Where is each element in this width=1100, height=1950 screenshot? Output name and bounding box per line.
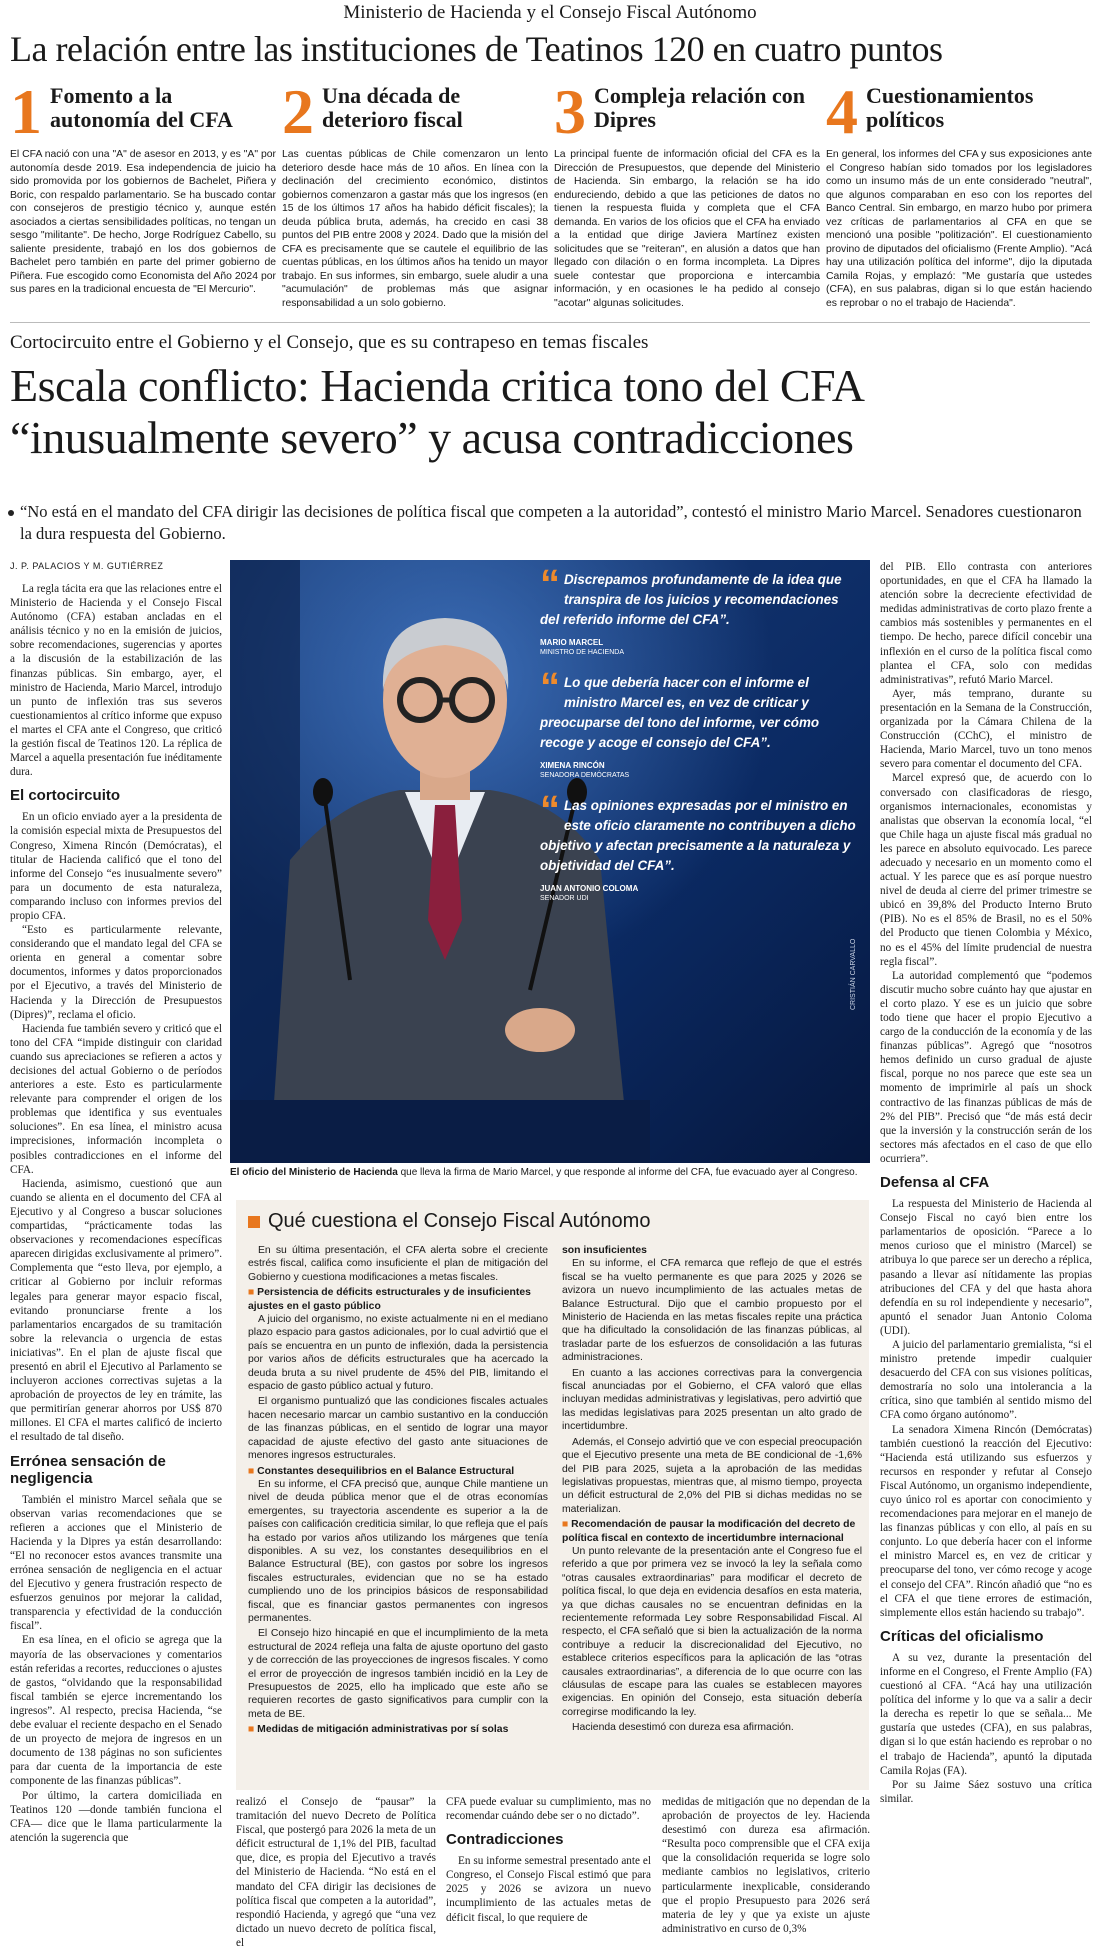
bullet-icon (8, 510, 14, 516)
headline-line-2: “inusualmente severo” y acusa contradicciones (10, 412, 854, 463)
point-number: 2 (282, 76, 314, 147)
box-paragraph: El organismo puntualizó que las condiciones fiscales actuales hacen necesario marcar un cambio sustantivo en la conducción de las finanzas públicas, en el sentido de lograr una mayor capacidad de ajuste efectivo del gasto ante situaciones de menores ingresos estructurales. (248, 1396, 548, 1462)
point-number: 1 (10, 76, 42, 147)
point-3 (554, 76, 820, 310)
box-subheading: ■ Persistencia de déficits estructurales y de insuficientes ajustes en el gasto público (248, 1286, 548, 1313)
paragraph: Hacienda, asimismo, cuestionó que aun cuando se alienta en el documento del CFA al Ejecutivo y al Congreso a buscar soluciones compartidas, “prácticamente todas las observaciones y recomendaciones específicas aparecen dirigidas exclusivamente al primero”. Complementa que “esto lleva, por ejemplo, a criticar al Gobierno por incluir reformas legales para generar mayor espacio fiscal, evitando pronunciarse frente a los parlamentarios encargados de su tramitación sobre la relevancia o urgencia de estas iniciativas”. En el plan de ajuste fiscal que presentó en abril el Ejecutivo al Parlamento se incluyeron acciones correctivas sujetas a la aprobación de proyectos de ley en trámite, las que permitirían generar ahorros por US$ 870 millones. El CFA el martes calificó de incierto el resultado de tal diseño. (10, 1177, 222, 1444)
paragraph: También el ministro Marcel señala que se observan varias recomendaciones que se refieren a acciones que el Ministerio de Hacienda y la Dipres ya están desarrollando: “El no reconocer estos avances transmite una errónea sensación de negligencia en el actuar del Ejecutivo y genera frustración respecto de esfuerzos genuinos por mejorar la calidad, transparencia y efectividad de la conducción fiscal”. (10, 1493, 222, 1633)
point-title: Fomento a la autonomía del CFA (50, 83, 233, 132)
point-text: En general, los informes del CFA y sus exposiciones ante el Congreso habían sido tomados por los legisladores como un insumo más de un ente considerado "neutral", que algunos comparaban en eso con los reportes del Banco Central. Sin embargo, en marzo hubo por primera vez críticas de parlamentarios al CFA en que se mencionó una posible "politización". El cuestionamiento provino de diputados del oficialismo (Frente Amplio). "Acá hay una utilización política del informe", dijo la diputada Camila Rojas, y emplazó: "Me gustaría que ustedes (CFA), en sus palabras, digan si lo que están haciendo es reprobar o no el trabajo de Hacienda". (826, 149, 1092, 309)
top-kicker: Ministerio de Hacienda y el Consejo Fiscal Autónomo (343, 2, 757, 23)
quote-role: SENADORA DEMÓCRATAS (540, 772, 630, 779)
paragraph: En su informe semestral presentado ante el Congreso, el Consejo Fiscal estimó que para 2025 y 2026 se avizora un nuevo incumplimiento de las actuales metas de déficit fiscal, lo que requiere de (446, 1855, 651, 1924)
box-paragraph: Hacienda desestimó con dureza esa afirmación. (572, 1722, 794, 1734)
box-paragraph: En su informe, el CFA remarca que reflejo de que el estrés fiscal se ha vuelto permanente es que para 2025 y 2026 se avizora un nuevo incumplimiento de las actuales metas de Balance Estructural. Dijo que el cambio propuesto por el Ministerio de Hacienda en las metas fiscales repite una práctica que ha dificultado la consolidación de las finanzas públicas, al trasladar parte de los esfuerzos de consolidación a las futuras administraciones. (562, 1258, 862, 1364)
right-column (880, 560, 1092, 1912)
headline-line-1: Escala conflicto: Hacienda critica tono del CFA (10, 360, 865, 411)
quote-author: JUAN ANTONIO COLOMA (540, 884, 639, 893)
point-title: Compleja relación con Dipres (594, 83, 806, 132)
paragraph: “Esto es particularmente relevante, considerando que el mandato legal del CFA se orienta en general a comentar sobre documentos, informes y datos proporcionados por el Ejecutivo, a través del Ministerio de Hacienda y la Dirección de Presupuestos (Dipres)”, reclama el oficio. (10, 924, 222, 1021)
quote-role: MINISTRO DE HACIENDA (540, 649, 625, 656)
point-title: Una década de deterioro fiscal (322, 83, 463, 132)
box-subheading: ■ Medidas de mitigación administrativas por sí solas (248, 1723, 548, 1736)
square-icon (248, 1216, 260, 1228)
paragraph: En un oficio enviado ayer a la presidenta de la comisión especial mixta de Presupuestos del Congreso, Ximena Rincón (Demócratas), el titular de Hacienda calificó que el tono del informe del Consejo “es inusualmente severo” para un documento de esta naturaleza, comparando incluso con informes previos del propio CFA. (10, 811, 222, 922)
quote-icon: “ (540, 562, 560, 606)
paragraph: La regla tácita era que las relaciones entre el Ministerio de Hacienda y el Consejo Fiscal Autónomo (CFA) estaban ancladas en el análisis técnico y no en la emisión de juicios, sobre recomendaciones, sugerencias y aportes a la discusión de la estabilización de las finanzas públicas. Sin embargo, ayer, el ministro de Hacienda, Mario Marcel, introdujo un punto de inflexión tras sus severos cuestionamientos al crítico informe que expuso el martes el CFA ante el Congreso, que criticó la gestión fiscal de Teatinos 120. La réplica de Marcel a aquella presentación fue inéditamente dura. (10, 583, 222, 779)
caption-bold: El oficio del Ministerio de Hacienda (230, 1167, 398, 1178)
box-paragraph: En su informe, el CFA precisó que, aunque Chile mantiene un nivel de deuda pública menor que el de otras economías emergentes, su trayectoria ascendente es superior a la de países con calificación crediticia similar, lo que refleja que el país ha estado por varios años utilizando los márgenes que tenía disponibles. A su vez, los constantes desequilibrios en el Balance Estructural (BE), con gastos por sobre los ingresos fiscales estructurales, evidencian que no se ha estado cumpliendo uno de los principios básicos de responsabilidad fiscal, que es financiar gastos permanentes con ingresos permanentes. (248, 1478, 548, 1624)
box-column-2 (562, 1244, 862, 1786)
point-title: Cuestionamientos políticos (866, 83, 1034, 132)
point-text: La principal fuente de información oficial del CFA es la Dirección de Presupuestos, que depende del Ministerio de Hacienda. Sin embargo, la relación se ha ido endureciendo, debido a que las peticiones de datos no tienen la respuesta fluida y completa que el CFA demanda. En varios de los oficios que el CFA ha enviado a la entidad que dirige Javiera Martínez existen solicitudes que se "reiteran", en alusión a datos que han llegado con dilación o en forma incompleta. La Dipres suele contestar que proporciona e intercambia información, y en ocasiones le ha pedido al consejo "acotar" algunas solicitudes. (554, 149, 820, 309)
point-text: El CFA nació con una "A" de asesor en 2013, y es "A" por autonomía desde 2019. Esa independencia de juicio ha sido promovida por los gobiernos de Bachelet, Piñera y Boric, con respaldo parlamentario. Se ha buscado contar con consejeros de prestigio técnico y, aunque estén asociados a ciertas sensibilidades políticas, no tengan un sesgo "militante". De hecho, Jorge Rodríguez Cabello, su saliente presidente, trabajó en los dos gobiernos de Bachelet pero también en parte del primer gobierno de Piñera. Fue escogido como Economista del Año 2024 por sus pares en la tradicional encuesta de "El Mercurio". (10, 149, 276, 295)
point-number: 3 (554, 76, 586, 147)
article-kicker: Cortocircuito entre el Gobierno y el Consejo, que es su contrapeso en temas fiscales (10, 332, 649, 353)
box-paragraph: En cuanto a las acciones correctivas para la convergencia fiscal anunciadas por el Gobierno, el CFA valoró que ellas incluyan medidas administrativas y legislativas, pero advirtió que las medidas legislativas para 2025 presentan un alto grado de incertidumbre. (562, 1367, 862, 1433)
quotes-block (540, 562, 860, 919)
article-headline (10, 360, 1090, 464)
subheading: Errónea sensación de negligencia (10, 1452, 166, 1487)
box-paragraph: El Consejo hizo hincapié en que el incumplimiento de la meta estructural de 2024 refleja una falta de ajuste oportuno del gasto y de corrección de las proyecciones de ingresos fiscales. Y como el error de proyección de ingresos también incidió en la Ley de Presupuestos de 2025, ello ha implicado que este año se requieren recortes de gasto significativos para cumplir con la meta de BE. (248, 1628, 548, 1720)
quote (540, 665, 860, 780)
paragraph: En esa línea, en el oficio se agrega que la mayoría de las observaciones y comentarios están referidas a recortes, reducciones o ajustes de gastos, “olvidando que la responsabilidad fiscal también se ejerce incrementando los ingresos”. Al respecto, precisa Hacienda, “se debe evaluar el reciente despacho en el Senado de un proyecto de mejora de ingresos en un documento de 138 páginas no son suficientes para dar cuenta de la importancia de este componente de las finanzas públicas”. (10, 1634, 222, 1788)
paragraph: Hacienda fue también severo y criticó que el tono del CFA “impide distinguir con claridad cuando sus apreciaciones se refieren a actos y decisiones del actual Gobierno o de períodos anteriores a este. Esto es particularmente relevante para comprender el origen de los problemas que identifica y sus eventuales soluciones”. En esa línea, el ministro acusa imprecisiones, información incompleta o posibles contradicciones en el informe del CFA. (10, 1022, 222, 1176)
point-1 (10, 76, 276, 297)
subheading: Contradicciones (446, 1831, 564, 1849)
paragraph: Por su Jaime Sáez sostuvo una crítica similar. (880, 1778, 1092, 1805)
point-text: Las cuentas públicas de Chile comenzaron un lento deterioro desde hace más de 10 años. En línea con la declinación del crecimiento económico, distintos gobiernos comenzaron a gastar más que los ingresos (en 15 de los últimos 17 años ha habido déficit fiscales); la deuda pública bruta, además, ha crecido en casi 38 puntos del PIB entre 2008 y 2024. Dado que la misión del CFA es precisamente que se cautele el equilibrio de las cuentas públicas, en los últimos años ha tenido un mayor trabajo. En sus informes, sin embargo, suele aludir a una "acumulación" de problemas más que asignar responsabilidad a un solo gobierno. (282, 149, 548, 309)
box-paragraph: Un punto relevante de la presentación ante el Congreso fue el referido a que por primera vez se invocó la ley la señala como “otras causales extraordinarias” para modificar el decreto de política fiscal, lo que deja en evidencia desafíos en esta materia, ya que dichas causales no se encuentran definidas en la recientemente reformada Ley sobre Responsabilidad Fiscal. Al respecto, el CFA señaló que si bien la actualización de la norma contribuye a reducir la discrecionalidad del Ejecutivo, no establece criterios específicos para la aplicación de las “otras causales extraordinarias”, a diferencia de lo que ocurre con las cláusulas de escape para las cuales se establecen mayores exigencias. En opinión del Consejo, esta situación debería corregirse modificando la ley. (562, 1545, 862, 1718)
point-4 (826, 76, 1092, 310)
bottom-column-1 (236, 1795, 436, 1949)
quote-author: XIMENA RINCÓN (540, 761, 605, 770)
point-2 (282, 76, 548, 310)
box-paragraph: Además, el Consejo advirtió que ve con especial preocupación que el Ejecutivo presente una meta de BE condicional de -1,6% del PIB para 2025, sujeta a la aprobación de las medidas legislativas propuestas, mientras que, al mismo tiempo, proyecta un déficit estructural de 2,0% del PIB si dichas medidas no se materializan. (562, 1436, 862, 1515)
quote-icon: “ (540, 665, 560, 709)
quote-text: Lo que debería hacer con el informe el ministro Marcel es, en vez de criticar y preocuparse del tono del informe, ver cómo recoge y acoge el consejo del CFA”. (540, 675, 820, 750)
box-subheading-cont: son insuficientes (562, 1245, 647, 1256)
point-number: 4 (826, 76, 858, 147)
subheading: Críticas del oficialismo (880, 1627, 1044, 1645)
left-column (10, 582, 222, 1912)
subheading: El cortocircuito (10, 787, 121, 805)
photo-credit: CRISTIÁN CARVALLO (850, 938, 857, 1010)
top-headline: La relación entre las instituciones de Teatinos 120 en cuatro puntos (10, 29, 943, 69)
paragraph: La autoridad complementó que “podemos discutir mucho sobre cuánto hay que ajustar en el corto plazo. Y ese es un juicio que sobre todo tiene que hacer el propio Ejecutivo a cargo de la conducción de la economía y de las finanzas públicas”. Agregó que “nosotros hemos definido un curso gradual de ajuste fiscal, porque no nos parece que este sea un momento de imprimirle al país un shock contractivo de las finanzas públicas de más de 2% del PIB”. Precisó que “de más está decir que la inversión y la construcción serán de los sectores más afectados en el caso de que ello ocurriera”. (880, 969, 1092, 1165)
paragraph: A juicio del parlamentario gremialista, “si el ministro pretende impedir cualquier desacuerdo del CFA con sus visiones políticas, demostraría no solo una intolerancia a la crítica, sino que también al sentido mismo del CFA como órgano autónomo”. (880, 1338, 1092, 1422)
article-lead: “No está en el mandato del CFA dirigir las decisiones de política fiscal que competen a la autoridad”, contestó el ministro Mario Marcel. Senadores cuestionaron la dura respuesta del Gobierno. (20, 502, 1082, 543)
quote-role: SENADOR UDI (540, 895, 589, 902)
section-divider (10, 322, 1090, 323)
box-title: Qué cuestiona el Consejo Fiscal Autónomo (268, 1210, 651, 1232)
paragraph: Marcel expresó que, de acuerdo con lo conversado con clasificadoras de riesgo, organismos internacionales, economistas y analistas que observan la economía local, “el que Chile haga un ajuste fiscal más gradual no les parece en absoluto equivocado. Les parece adecuado y necesario en un momento como el actual. Y les parece que es así porque nuestro nivel de deuda al cierre del primer trimestre se ubicó en 39,8% del Producto Interno Bruto (PIB). No es el 85% de Brasil, no es el 50% del Producto que tienen Colombia y México, no es el 45% del límite prudencial de nuestra regla fiscal”. (880, 772, 1092, 968)
box-paragraph: En su última presentación, el CFA alerta sobre el creciente estrés fiscal, califica como insuficiente el plan de mitigación del Gobierno y cuestiona modificaciones a metas fiscales. (248, 1245, 548, 1283)
paragraph: La respuesta del Ministerio de Hacienda al Consejo Fiscal no cayó bien entre los parlamentarios de oposición. “Parece a lo menos curioso que el ministro (Marcel) se atribuya lo que parece ser un derecho a réplica, pasando a llevar así nítidamente las propias atribuciones del CFA y del que hasta ahora defendía en su rol independiente y necesario”, apuntó el senador Juan Antonio Coloma (UDI). (880, 1198, 1092, 1337)
box-column-1 (248, 1244, 548, 1786)
paragraph: Por último, la cartera domiciliada en Teatinos 120 —donde también funciona el CFA— dice que le llama particularmente la atención la sugerencia que (10, 1789, 222, 1844)
paragraph: A su vez, durante la presentación del informe en el Congreso, el Frente Amplio (FA) cuestionó al CFA. “Acá hay una utilización política del informe y lo que va a salir a decir la derecha es repetir lo que se señala... Me gustaría que ustedes (CFA), en sus palabras, digan si lo que están haciendo es reprobar o no el trabajo de Hacienda”, apuntó la diputada Camila Rojas (FA). (880, 1651, 1092, 1777)
quote-author: MARIO MARCEL (540, 638, 604, 647)
caption-text: que lleva la firma de Mario Marcel, y que responde al informe del CFA, fue evacuado ayer al Congreso. (397, 1167, 858, 1178)
paragraph: La senadora Ximena Rincón (Demócratas) también cuestionó la reacción del Ejecutivo: “Hacienda está utilizando sus esfuerzos y recursos en responder y refutar al Consejo Fiscal Autónomo, un organismo independiente, cuyo único rol es aportar con conocimiento y recomendaciones para mejorar en el manejo de las finanzas públicas y con ello, al país en su conjunto. Lo que debería hacer con el informe el ministro Marcel es, en vez de criticar y preocuparse del tono, ver cómo recoge y acoge el consejo del CFA”. Rincón añadió que “no es el CFA el que tiene errores de estimación, simplemente ellos están haciendo su trabajo”. (880, 1423, 1092, 1619)
paragraph: medidas de mitigación que no dependan de la aprobación de proyectos de ley. Hacienda desestimó con dureza esa afirmación. “Resulta poco comprensible que el CFA exija que la consolidación requerida se logre solo mediante cambios no legislativos, criterio particularmente inexplicable, considerando que el propio Presupuesto para 2026 será materia de ley y que ya existe un ajuste administrativo en curso de 0,3% (662, 1796, 870, 1935)
box-subheading: ■ Constantes desequilibrios en el Balance Estructural (248, 1465, 548, 1478)
byline: J. P. PALACIOS Y M. GUTIÉRREZ (10, 561, 164, 571)
photo-caption (230, 1167, 870, 1178)
paragraph: realizó el Consejo de “pausar” la tramitación del nuevo Decreto de Política Fiscal, que postergó para 2026 la meta de un déficit estructural de 1,1% del PIB, facultad que, dice, es propia del Ejecutivo a través del Ministerio de Hacienda. “No está en el mandato del CFA dirigir las decisiones de política fiscal que competen a la autoridad”, respondió Hacienda, y agregó que “una vez dictado un nuevo decreto de política fiscal, el (236, 1796, 436, 1949)
paragraph: del PIB. Ello contrasta con anteriores oportunidades, en que el CFA ha llamado la atención sobre la decreciente efectividad de medidas administrativas de corto plazo frente a cambios más sostenibles y permanentes en el tiempo. De hecho, parece difícil concebir una inflexión en el curso de la política fiscal como plantea el CFA, solo con medidas administrativas”, refutó Mario Marcel. (880, 561, 1092, 686)
subheading: Defensa al CFA (880, 1174, 990, 1192)
bottom-column-2 (446, 1795, 651, 1924)
box-paragraph: A juicio del organismo, no existe actualmente ni en el mediano plazo espacio para gastos adicionales, por lo cual advirtió que el país se encuentra en un punto de inflexión, dada la persistencia por varios años de déficits estructurales que ha acercado la deuda bruta a su nivel prudente de 45% del PIB, limitando el espacio de gasto público actual y futuro. (248, 1314, 548, 1393)
quote-icon: “ (540, 788, 560, 832)
paragraph: Ayer, más temprano, durante su presentación en la Semana de la Construcción, organizada por la Cámara Chilena de la Construcción (CChC), el ministro de Hacienda, Mario Marcel, tuvo un tono menos severo para comentar el documento del CFA. (880, 687, 1092, 771)
bottom-column-3 (662, 1795, 870, 1935)
box-subheading: ■ Recomendación de pausar la modificación del decreto de política fiscal en contexto de incertidumbre internacional (562, 1518, 862, 1545)
quote (540, 788, 860, 903)
quote-text: Las opiniones expresadas por el ministro en este oficio claramente no contribuyen a dicho objetivo y afectan precisamente a la naturaleza y objetividad del CFA”. (540, 798, 856, 873)
quote (540, 562, 860, 657)
quote-text: Discrepamos profundamente de la idea que transpira de los juicios y recomendaciones del referido informe del CFA”. (540, 572, 842, 627)
paragraph: CFA puede evaluar su cumplimiento, mas no recomendar cuándo debe ser o no dictado”. (446, 1796, 651, 1823)
